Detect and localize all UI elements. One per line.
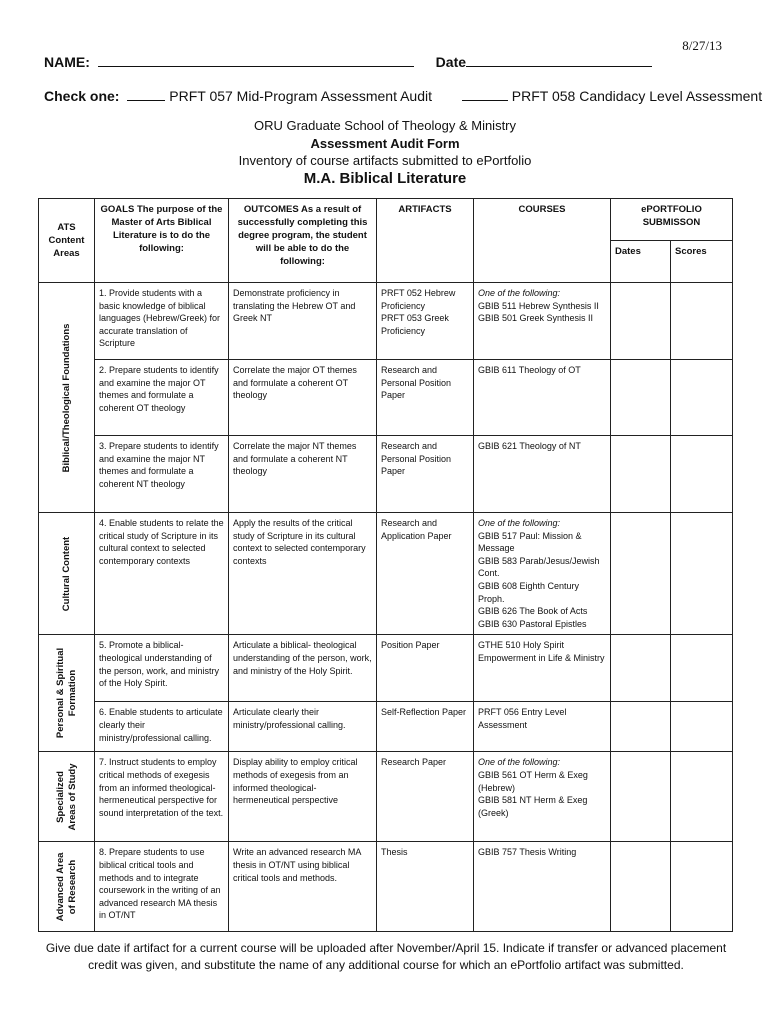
course-item: GBIB 621 Theology of NT — [478, 441, 581, 451]
artifact-item: Research and Application Paper — [381, 518, 452, 541]
scores-input-cell[interactable] — [671, 752, 733, 842]
course-item: GTHE 510 Holy Spirit Empowerment in Life & Ministry — [478, 640, 605, 663]
school-name: ORU Graduate School of Theology & Ministry — [253, 118, 517, 133]
header-ats: ATS Content Areas — [39, 199, 95, 283]
name-label: NAME: — [44, 54, 90, 70]
table-row — [39, 842, 733, 932]
course-item: GBIB 583 Parab/Jesus/Jewish Cont. — [478, 555, 600, 579]
table-row — [39, 360, 733, 436]
course-item: GBIB 501 Greek Synthesis II — [478, 313, 594, 324]
course-item: GBIB 626 The Book of Acts — [478, 606, 588, 617]
dates-input-cell[interactable] — [611, 513, 671, 635]
course-cell — [474, 360, 611, 436]
goal-cell: 2. Prepare students to identify and examine the major OT themes and formulate a coherent OT theology — [95, 360, 229, 436]
course-item: GBIB 581 NT Herm & Exeg (Greek) — [478, 795, 588, 818]
dates-input-cell[interactable] — [611, 283, 671, 360]
date-field[interactable] — [466, 54, 652, 67]
table-row — [39, 283, 733, 360]
course-item: GBIB 611 Theology of OT — [478, 365, 581, 375]
table-row — [39, 513, 733, 635]
area-label: Cultural Content — [60, 536, 72, 611]
artifact-cell — [377, 635, 474, 702]
area-label: Advanced Area of Research — [54, 852, 78, 922]
option1-label: PRFT 057 Mid-Program Assessment Audit — [169, 88, 432, 104]
artifact-item: Position Paper — [381, 640, 440, 651]
goal-cell: 6. Enable students to articulate clearly their ministry/professional calling. — [95, 702, 229, 752]
artifact-item: Research and Personal Position Paper — [381, 441, 452, 477]
course-cell — [474, 283, 611, 360]
course-item: GBIB 757 Thesis Writing — [478, 847, 577, 858]
outcome-cell: Apply the results of the critical study of Scripture in its cultural context to selected contemporary contexts — [229, 513, 377, 635]
form-title: Assessment Audit Form — [310, 136, 460, 151]
document-date: 8/27/13 — [682, 38, 722, 53]
course-cell — [474, 702, 611, 752]
course-intro: One of the following: — [478, 757, 561, 768]
outcome-cell: Demonstrate proficiency in translating the Hebrew OT and Greek NT — [229, 283, 377, 360]
scores-input-cell[interactable] — [671, 842, 733, 932]
outcome-cell: Correlate the major NT themes and formulate a coherent NT theology — [229, 436, 377, 513]
table-row — [39, 436, 733, 513]
artifact-item: Research Paper — [381, 757, 447, 768]
goal-cell: 7. Instruct students to employ critical methods of exegesis from an informed theological-hermeneutical perspective for sound interpretation of the text. — [95, 752, 229, 842]
artifact-cell — [377, 513, 474, 635]
course-cell — [474, 513, 611, 635]
area-cell — [39, 752, 95, 842]
header-outcomes: OUTCOMES As a result of successfully completing this degree program, the student will be able to do the following: — [229, 199, 377, 283]
outcome-cell: Articulate clearly their ministry/professional calling. — [229, 702, 377, 752]
course-intro: One of the following: — [478, 518, 561, 528]
outcome-cell: Articulate a biblical- theological understanding of the person, work, and ministry of the Holy Spirit. — [229, 635, 377, 702]
outcome-cell: Display ability to employ critical methods of exegesis from an informed theological-hermeneutical perspective — [229, 752, 377, 842]
course-item: GBIB 561 OT Herm & Exeg (Hebrew) — [478, 769, 588, 793]
scores-input-cell[interactable] — [671, 513, 733, 635]
artifact-item: Self-Reflection Paper — [381, 707, 467, 718]
option2-checkbox[interactable] — [462, 88, 508, 101]
table-row — [39, 635, 733, 702]
area-cell — [39, 513, 95, 635]
area-label: Personal & Spiritual Formation — [54, 648, 78, 739]
course-item: GBIB 511 Hebrew Synthesis II — [478, 300, 599, 311]
course-item: PRFT 056 Entry Level Assessment — [478, 707, 567, 730]
dates-input-cell[interactable] — [611, 842, 671, 932]
header-scores: Scores — [671, 241, 733, 283]
area-label: Specialized Areas of Study — [54, 763, 78, 831]
goal-cell: 1. Provide students with a basic knowledge of biblical languages (Hebrew/Greek) for accurate translation of Scripture — [95, 283, 229, 360]
form-subtitle: Inventory of course artifacts submitted to ePortfolio — [238, 153, 532, 168]
goal-cell: 3. Prepare students to identify and examine the major NT themes and formulate a coherent NT theology — [95, 436, 229, 513]
header-goals: GOALS The purpose of the Master of Arts Biblical Literature is to do the following: — [95, 199, 229, 283]
artifact-cell — [377, 752, 474, 842]
header-courses: COURSES — [474, 199, 611, 283]
date-label: Date — [435, 54, 467, 70]
check-one-line — [44, 88, 762, 104]
footnote: Give due date if artifact for a current course will be uploaded after November/April 15. Indicate if transfer or advanced placement credit was given, and substitute the name of any additional course for which an ePortfolio artifact was submitted. — [45, 941, 727, 972]
area-cell — [39, 283, 95, 513]
course-cell — [474, 842, 611, 932]
course-cell — [474, 635, 611, 702]
scores-input-cell[interactable] — [671, 360, 733, 436]
outcome-cell: Correlate the major OT themes and formulate a coherent OT theology — [229, 360, 377, 436]
artifact-cell — [377, 702, 474, 752]
dates-input-cell[interactable] — [611, 752, 671, 842]
audit-table — [38, 198, 733, 932]
goal-cell: 4. Enable students to relate the critical study of Scripture in its cultural context to selected contemporary contexts — [95, 513, 229, 635]
artifact-item: PRFT 052 Hebrew Proficiency — [381, 288, 456, 311]
goal-cell: 5. Promote a biblical-theological understanding of the person, work, and ministry of the Holy Spirit. — [95, 635, 229, 702]
name-field[interactable] — [98, 54, 414, 67]
check-one-label: Check one: — [44, 88, 120, 104]
option2-label: PRFT 058 Candidacy Level Assessment — [511, 88, 763, 104]
header-artifacts: ARTIFACTS — [377, 199, 474, 283]
artifact-cell — [377, 436, 474, 513]
outcome-cell: Write an advanced research MA thesis in OT/NT using biblical critical tools and methods. — [229, 842, 377, 932]
area-cell — [39, 842, 95, 932]
course-item: GBIB 630 Pastoral Epistles — [478, 618, 587, 629]
program-title: M.A. Biblical Literature — [303, 170, 467, 187]
artifact-item: PRFT 053 Greek Proficiency — [381, 313, 449, 336]
artifact-item: Research and Personal Position Paper — [381, 365, 452, 401]
option1-checkbox[interactable] — [127, 88, 165, 101]
course-item: GBIB 517 Paul: Mission & Message — [478, 530, 582, 554]
area-label: Biblical/Theological Foundations — [60, 323, 72, 472]
scores-input-cell[interactable] — [671, 635, 733, 702]
scores-input-cell[interactable] — [671, 436, 733, 513]
area-cell — [39, 635, 95, 752]
table-row — [39, 752, 733, 842]
artifact-cell — [377, 360, 474, 436]
name-date-line — [44, 54, 652, 70]
dates-input-cell[interactable] — [611, 635, 671, 702]
dates-input-cell[interactable] — [611, 702, 671, 752]
scores-input-cell[interactable] — [671, 283, 733, 360]
course-cell — [474, 752, 611, 842]
dates-input-cell[interactable] — [611, 436, 671, 513]
table-row — [39, 702, 733, 752]
course-cell — [474, 436, 611, 513]
dates-input-cell[interactable] — [611, 360, 671, 436]
header-eportfolio: ePORTFOLIO SUBMISSON — [611, 199, 733, 241]
scores-input-cell[interactable] — [671, 702, 733, 752]
header-dates: Dates — [611, 241, 671, 283]
goal-cell: 8. Prepare students to use biblical critical tools and methods and to integrate coursework in the writing of an advanced research MA thesis in OT/NT — [95, 842, 229, 932]
artifact-cell — [377, 842, 474, 932]
course-intro: One of the following: — [478, 288, 561, 298]
course-item: GBIB 608 Eighth Century Proph. — [478, 580, 580, 604]
artifact-cell — [377, 283, 474, 360]
artifact-item: Thesis — [381, 847, 408, 858]
